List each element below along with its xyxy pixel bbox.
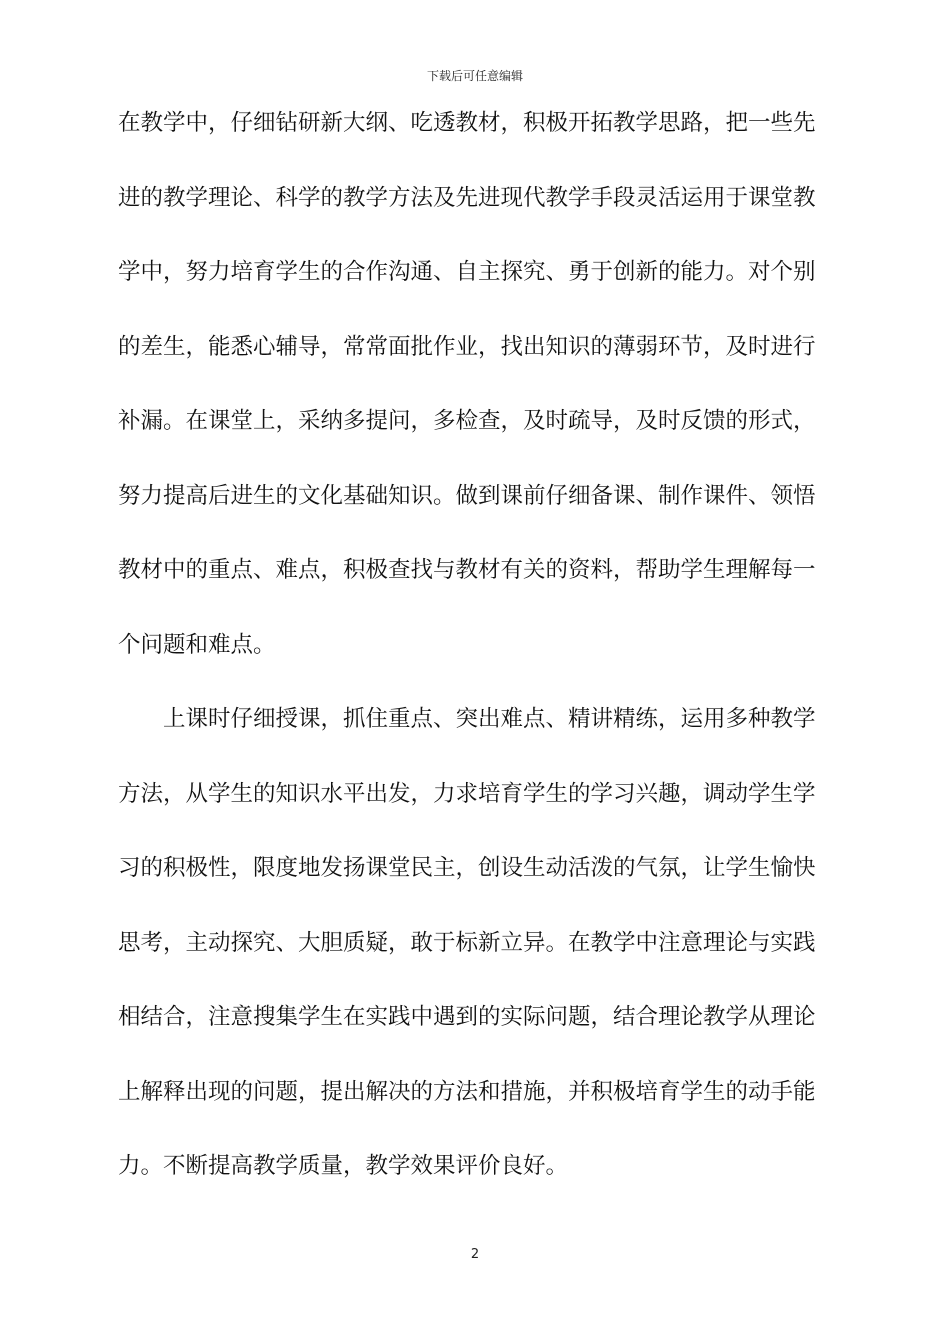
paragraph-line: 相结合，注意搜集学生在实践中遇到的实际问题，结合理论教学从理论 xyxy=(118,1004,816,1030)
paragraph-line: 上课时仔细授课，抓住重点、突出难点、精讲精练，运用多种教学 xyxy=(163,706,816,732)
paragraph-line: 在教学中，仔细钻研新大纲、吃透教材，积极开拓教学思路，把一些先 xyxy=(118,110,816,136)
paragraph-line: 学中，努力培育学生的合作沟通、自主探究、勇于创新的能力。对个别 xyxy=(118,259,816,285)
paragraph-line: 思考，主动探究、大胆质疑，敢于标新立异。在教学中注意理论与实践 xyxy=(118,929,816,956)
paragraph-line: 教材中的重点、难点，积极查找与教材有关的资料，帮助学生理解每一 xyxy=(118,557,816,583)
paragraph-line: 个问题和难点。 xyxy=(118,631,276,658)
document-body xyxy=(118,103,816,1221)
paragraph-line: 努力提高后进生的文化基础知识。做到课前仔细备课、制作课件、领悟 xyxy=(118,482,816,509)
paragraph-line: 习的积极性，限度地发扬课堂民主，创设生动活泼的气氛，让学生愉快 xyxy=(118,855,816,881)
page-number: 2 xyxy=(470,1247,480,1262)
paragraph-line: 上解释出现的问题，提出解决的方法和措施，并积极培育学生的动手能 xyxy=(118,1078,816,1105)
paragraph-line: 方法，从学生的知识水平出发，力求培育学生的学习兴趣，调动学生学 xyxy=(118,780,816,807)
page-header: 下载后可任意编辑 xyxy=(426,69,523,83)
paragraph-line: 的差生，能悉心辅导，常常面批作业，找出知识的薄弱环节，及时进行 xyxy=(118,333,816,360)
paragraph-line: 进的教学理论、科学的教学方法及先进现代教学手段灵活运用于课堂教 xyxy=(118,184,816,211)
paragraph-line: 力。不断提高教学质量，教学效果评价良好。 xyxy=(118,1153,569,1179)
paragraph-line: 补漏。在课堂上，采纳多提问，多检查，及时疏导，及时反馈的形式， xyxy=(118,408,816,434)
